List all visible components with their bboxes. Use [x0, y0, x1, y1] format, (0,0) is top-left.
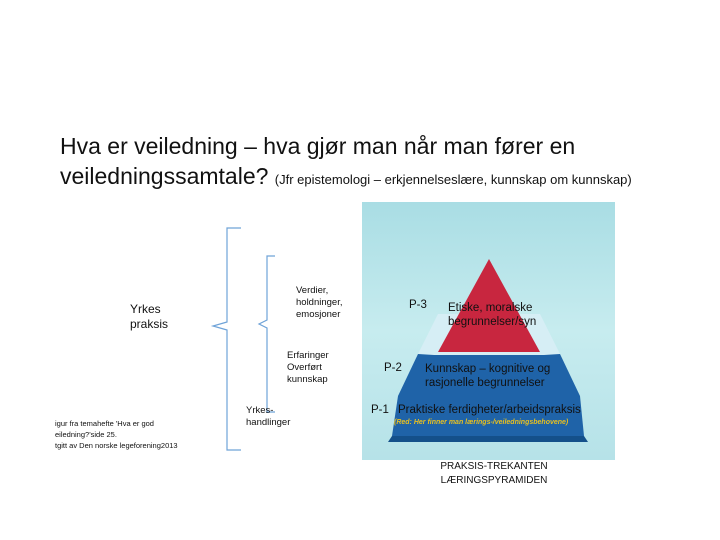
p1-text: Praktiske ferdigheter/arbeidspraksis	[398, 404, 581, 416]
source-line1: igur fra temahefte 'Hva er god	[55, 419, 154, 428]
outer-brace	[213, 228, 241, 450]
pyramid-base-shadow	[388, 436, 588, 442]
slide-title	[60, 131, 710, 195]
root-label-line2: praksis	[130, 317, 169, 331]
caption-line1: PRAKSIS-TREKANTEN	[440, 461, 548, 472]
experience-line3: kunnskap	[287, 374, 328, 385]
p3-line2: begrunnelser/syn	[448, 316, 537, 328]
p2-code: P-2	[384, 362, 402, 374]
source-line3: tgitt av Den norske legeforening2013	[55, 441, 178, 450]
p2-line1: Kunnskap – kognitive og	[425, 363, 551, 375]
experience-line2: Overført	[287, 362, 322, 373]
values-label	[296, 285, 342, 321]
values-line2: holdninger,	[296, 297, 343, 308]
inner-brace	[259, 256, 275, 412]
p3-line1: Etiske, moralske	[448, 302, 533, 314]
actions-line2: handlinger	[246, 417, 291, 428]
values-line1: Verdier,	[296, 285, 329, 296]
title-line-1: Hva er veiledning – hva gjør man når man fører en	[60, 133, 576, 159]
title-line-2	[60, 161, 710, 195]
pyramid-caption	[434, 460, 554, 483]
title-line-2-main: veiledningssamtale?	[60, 163, 269, 189]
title-note: (Jfr epistemologi – erkjennelseslære, kunnskap om kunnskap)	[274, 172, 632, 187]
caption-line2: LÆRINGSPYRAMIDEN	[440, 475, 548, 483]
root-label-line1: Yrkes	[130, 302, 161, 316]
p2-text	[425, 362, 550, 390]
root-label	[130, 302, 168, 332]
p1-note: (Red: Her finner man lærings-/veiledningsbehovene)	[394, 419, 569, 426]
p3-code: P-3	[409, 299, 427, 311]
p3-text	[448, 301, 536, 329]
actions-label	[246, 405, 290, 429]
experience-line1: Erfaringer	[287, 350, 329, 361]
values-line3: emosjoner	[296, 309, 341, 320]
source-caption	[55, 418, 178, 451]
p1-code: P-1	[371, 404, 389, 416]
source-line2: eiledning?'side 25.	[55, 430, 117, 439]
experience-label	[287, 350, 329, 386]
actions-line1: Yrkes-	[246, 405, 274, 416]
p2-line2: rasjonelle begrunnelser	[425, 377, 545, 389]
